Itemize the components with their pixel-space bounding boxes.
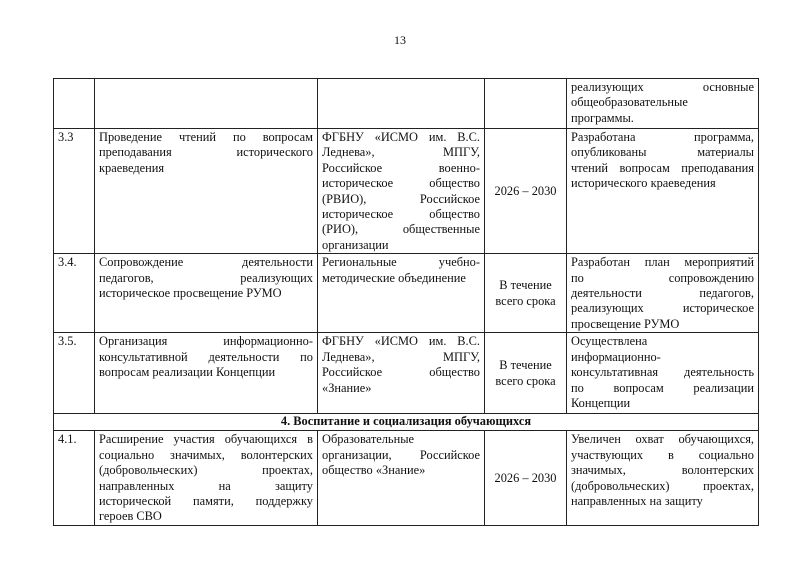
section-title: 4. Воспитание и социализация обучающихся — [54, 414, 759, 431]
cell-executors — [318, 254, 485, 333]
cell-line: значимых, волонтерских — [571, 463, 754, 478]
cell-line: направленных на защиту — [99, 478, 313, 493]
cell-event — [95, 333, 318, 414]
cell-line: реализующих основные — [571, 80, 754, 94]
cell-executors — [318, 129, 485, 254]
cell-period — [485, 254, 567, 333]
cell-event — [95, 129, 318, 254]
cell-line: Проведение чтений по вопросам — [99, 130, 313, 144]
cell-line: методические объединение — [322, 270, 466, 285]
cell-executors — [318, 333, 485, 414]
cell-line: краеведения — [99, 160, 165, 175]
cell-result — [567, 431, 759, 525]
cell-line: Концепции — [571, 395, 631, 410]
cell-line: организации — [322, 237, 389, 252]
cell-line: историческое общество — [322, 207, 480, 222]
cell-period — [485, 79, 567, 129]
cell-line: 4.1. — [58, 432, 77, 447]
cell-result — [567, 333, 759, 414]
cell-line: ФГБНУ «ИСМО им. В.С. — [322, 334, 480, 349]
cell-event — [95, 254, 318, 333]
cell-line: Региональные учебно- — [322, 255, 480, 270]
cell-line: Российское военно- — [322, 160, 480, 175]
cell-line: преподавания исторического — [99, 145, 313, 160]
cell-line: общеобразовательные — [571, 95, 688, 110]
cell-period — [485, 431, 567, 525]
plan-table — [53, 78, 759, 526]
cell-line: деятельности педагогов, — [571, 286, 754, 301]
cell-line: (РИО), общественные — [322, 222, 480, 237]
cell-line: чтений вопросам преподавания — [571, 160, 754, 175]
cell-line: информационно- — [571, 349, 661, 364]
section-header-row — [54, 414, 759, 431]
cell-event — [95, 431, 318, 525]
cell-period — [485, 129, 567, 254]
cell-line: опубликованы материалы — [571, 145, 754, 160]
cell-line: 3.5. — [58, 334, 77, 349]
cell-line: Увеличен охват обучающихся, — [571, 432, 754, 447]
cell-line: Разработан план мероприятий — [571, 255, 754, 270]
table-row — [54, 333, 759, 414]
cell-num — [54, 79, 95, 129]
cell-line: Разработана программа, — [571, 130, 754, 144]
table-row — [54, 129, 759, 254]
cell-line: программы. — [571, 110, 634, 125]
cell-line: участвующих в социально — [571, 447, 754, 462]
cell-line: 2026 – 2030 — [494, 183, 557, 198]
cell-result — [567, 129, 759, 254]
cell-line: исторической памяти, поддержку — [99, 493, 313, 508]
cell-line: консультативная деятельность — [571, 365, 754, 380]
cell-line: ФГБНУ «ИСМО им. В.С. — [322, 130, 480, 144]
cell-line: всего срока — [495, 293, 556, 308]
cell-line: (добровольческих) проектах, — [571, 478, 754, 493]
cell-line: Организация информационно- — [99, 334, 313, 349]
cell-line: вопросам реализации Концепции — [99, 365, 276, 380]
cell-num — [54, 129, 95, 254]
cell-line: историческое общество — [322, 176, 480, 191]
page-number: 13 — [394, 33, 406, 47]
cell-line: исторического краеведения — [571, 176, 716, 191]
cell-line: (добровольческих) проектах, — [99, 463, 313, 478]
cell-executors — [318, 79, 485, 129]
cell-line: Расширение участия обучающихся в — [99, 432, 313, 447]
cell-line: 3.4. — [58, 255, 77, 270]
cell-num — [54, 254, 95, 333]
cell-line: направленных на защиту — [571, 493, 703, 508]
cell-line: социально значимых, волонтерских — [99, 447, 313, 462]
cell-num — [54, 431, 95, 525]
cell-line: консультативной деятельности по — [99, 349, 313, 364]
cell-line: героев СВО — [99, 509, 162, 524]
cell-line: Осуществлена — [571, 334, 648, 349]
cell-line: Российское общество — [322, 365, 480, 380]
cell-line: по сопровождению — [571, 270, 754, 285]
cell-executors — [318, 431, 485, 525]
cell-line: (РВИО), Российское — [322, 191, 480, 206]
cell-result — [567, 79, 759, 129]
cell-line: 3.3 — [58, 130, 74, 144]
table-row — [54, 431, 759, 525]
cell-line: реализующих историческое — [571, 301, 754, 316]
cell-line: В течение — [499, 358, 552, 373]
cell-num — [54, 333, 95, 414]
table-row — [54, 79, 759, 129]
cell-line: Леднева», МПГУ, — [322, 145, 480, 160]
cell-line: по вопросам реализации — [571, 380, 754, 395]
cell-line: общество «Знание» — [322, 463, 426, 478]
cell-line: 2026 – 2030 — [494, 470, 557, 485]
cell-line: Леднева», МПГУ, — [322, 349, 480, 364]
cell-line: педагогов, реализующих — [99, 270, 313, 285]
cell-period — [485, 333, 567, 414]
cell-result — [567, 254, 759, 333]
cell-line: «Знание» — [322, 380, 372, 395]
cell-event — [95, 79, 318, 129]
cell-line: историческое просвещение РУМО — [99, 286, 282, 301]
cell-line: организации, Российское — [322, 447, 480, 462]
cell-line: Сопровождение деятельности — [99, 255, 313, 270]
cell-line: В течение — [499, 278, 552, 293]
cell-line: Образовательные — [322, 432, 415, 447]
cell-line: просвещение РУМО — [571, 316, 680, 331]
table-row — [54, 254, 759, 333]
cell-line: всего срока — [495, 373, 556, 388]
